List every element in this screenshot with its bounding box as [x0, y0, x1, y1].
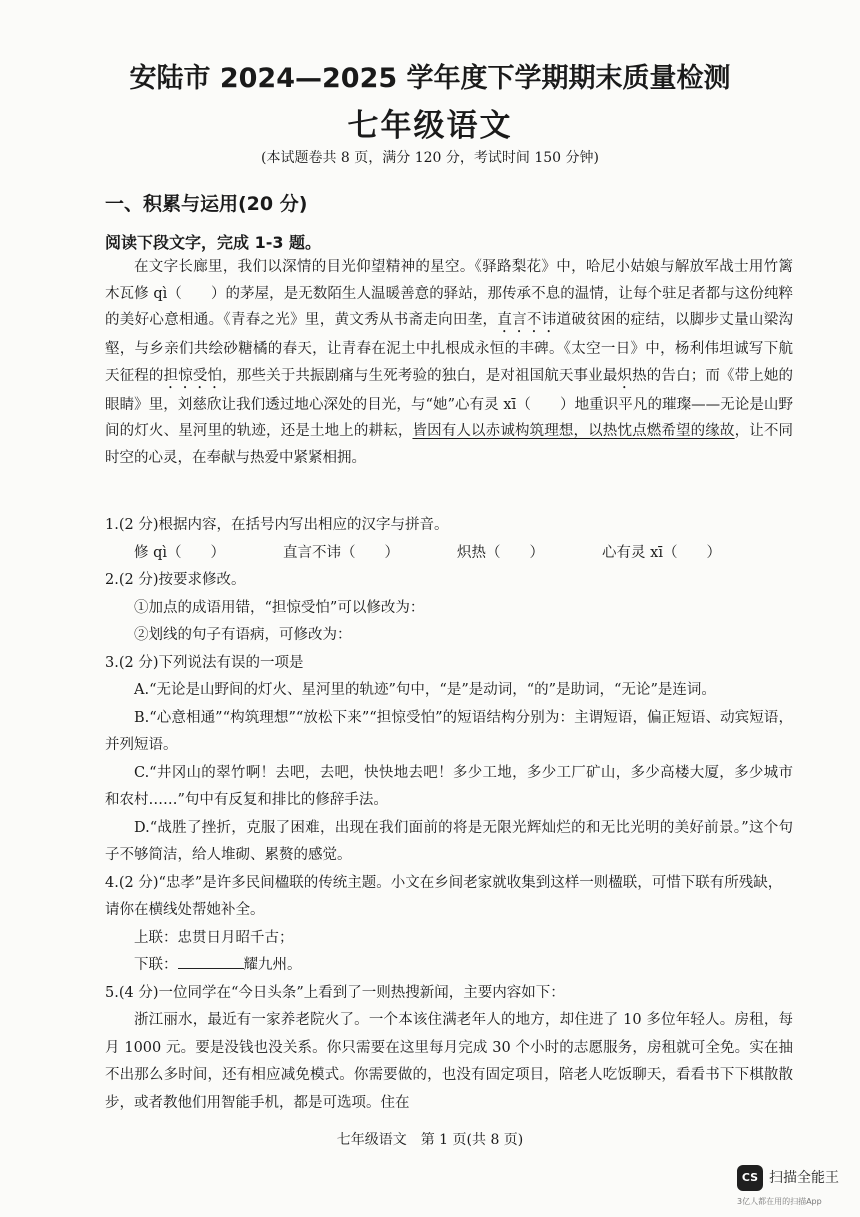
question-5-news: 浙江丽水，最近有一家养老院火了。一个本该住满老年人的地方，却住进了 10 多位年轻人。房租，每月 1000 元。要是没钱也没关系。你只需要在这里每月完成 30 个小时的志愿服务，房租就可全免。实在抽不出那么多时间，还有相应减免模式。你需要做的，也没有固定项目，陪老人吃饭聊天，看看书下下棋散散步，或者教他们用智能手机，都是可选项。住在: [105, 1012, 793, 1111]
question-1-items: [105, 540, 793, 568]
dotted-phrase-1: 直言不讳: [497, 312, 557, 329]
passage-text-2: 道破贫困的症结，以脚步丈量山梁沟壑，与乡亲们共绘砂糖橘的春天，让青春在泥土中扎根成永恒的丰碑。《太空一日》中，杨利伟坦诚写下航天征程的: [105, 312, 794, 384]
question-3-option-a: A.“无论是山野间的灯火、星河里的轨迹”句中，“是”是动词，“的”是助词，“无论”是连词。: [134, 682, 716, 698]
exam-subject: 七年级语文: [347, 108, 513, 144]
question-3-option-c: C.“井冈山的翠竹啊！去吧，去吧，快快地去吧！多少工地，多少工厂矿山，多少高楼大厦，多少城市和农村……”句中有反复和排比的修辞手法。: [105, 764, 793, 808]
scanner-watermark: [737, 1165, 855, 1209]
page-footer: 七年级语文 第 1 页(共 8 页): [336, 1132, 524, 1148]
question-2: 2.(2 分)按要求修改。: [105, 572, 246, 588]
dotted-char: 炽: [617, 367, 633, 384]
scanner-app-name: 扫描全能王: [769, 1170, 839, 1186]
reading-instruction: 阅读下段文字，完成 1-3 题。: [105, 233, 322, 252]
question-3-option-b: B.“心意相通”“构筑理想”“放松下来”“担惊受怕”的短语结构分别为：主谓短语，偏正短语、动宾短语，并列短语。: [105, 709, 793, 753]
passage-paragraph: [105, 254, 793, 472]
question-5: 5.(4 分)一位同学在“今日头条”上看到了一则热搜新闻，主要内容如下：: [105, 984, 565, 1001]
question-3: 3.(2 分)下列说法有误的一项是: [105, 654, 304, 671]
question-1: 1.(2 分)根据内容，在括号内写出相应的汉字与拼音。: [105, 517, 449, 533]
passage-text-4: 热的告白；而《带上她的眼睛》里，刘慈欣让我们透过地心深处的目光，与“她”心有灵 xī（ ）地重识平凡的璀璨——无论是山野间的灯火、星河里的轨迹，还是土地上的耕耘，: [105, 367, 794, 440]
questions: [105, 512, 793, 1117]
dotted-idiom: 担惊受怕: [163, 367, 223, 384]
couplet-lower-suffix: 耀九州。: [243, 957, 302, 973]
q1-item-4[interactable]: 心有灵 xī（ ）: [602, 544, 721, 561]
question-2-part-2: ②划线的句子有语病，可修改为：: [134, 627, 352, 643]
couplet-lower: [105, 952, 793, 980]
scanner-slogan: 3亿人都在用的扫描App: [737, 1197, 822, 1206]
exam-title: 安陆市 2024—2025 学年度下学期期末质量检测: [129, 63, 731, 94]
question-4: 4.(2 分)“忠孝”是许多民间楹联的传统主题。小文在乡间老家就收集到这样一则楹联，可惜下联有所残缺，请你在横线处帮她补全。: [105, 874, 783, 918]
q1-item-2[interactable]: 直言不讳（ ）: [283, 544, 400, 561]
couplet-lower-prefix: 下联：: [134, 957, 178, 973]
underlined-sentence: 皆因有人以赤诚构筑理想，以热忱点燃希望的缘故: [412, 423, 735, 440]
question-3-option-d: D.“战胜了挫折，克服了困难，出现在我们面前的将是无限光辉灿烂的和无比光明的美好前景。”这个句子不够简洁，给人堆砌、累赘的感觉。: [105, 819, 793, 863]
section-heading: 一、积累与运用(20 分): [105, 193, 308, 215]
reading-passage: [105, 254, 793, 472]
exam-note: (本试题卷共 8 页，满分 120 分，考试时间 150 分钟): [261, 150, 599, 166]
passage-text-3: ，那些关于共振剧痛与生死考验的独白，是对祖国航天事业最: [222, 367, 618, 384]
couplet-upper: 上联：忠贯日月昭千古；: [134, 929, 294, 946]
q1-item-3[interactable]: 炽热（ ）: [457, 544, 545, 561]
q1-item-1[interactable]: 修 qì（ ）: [134, 544, 226, 561]
answer-blank[interactable]: [178, 954, 244, 969]
passage-text-1: 在文字长廊里，我们以深情的目光仰望精神的星空。《驿路梨花》中，哈尼小姑娘与解放军战士用竹篱木瓦修 qì（ ）的茅屋，是无数陌生人温暖善意的驿站，那传承不息的温情，让每个驻足者都与这份纯粹的美好心意相通。《青春之光》里，黄文秀从书斋走向田垄，: [105, 259, 793, 329]
passage-text-5: ，让不同时空的心灵，在奉献与热爱中紧紧相拥。: [105, 423, 794, 466]
question-2-part-1: ①加点的成语用错，“担惊受怕”可以修改为：: [134, 599, 425, 616]
scanner-logo-icon: CS: [737, 1165, 763, 1191]
